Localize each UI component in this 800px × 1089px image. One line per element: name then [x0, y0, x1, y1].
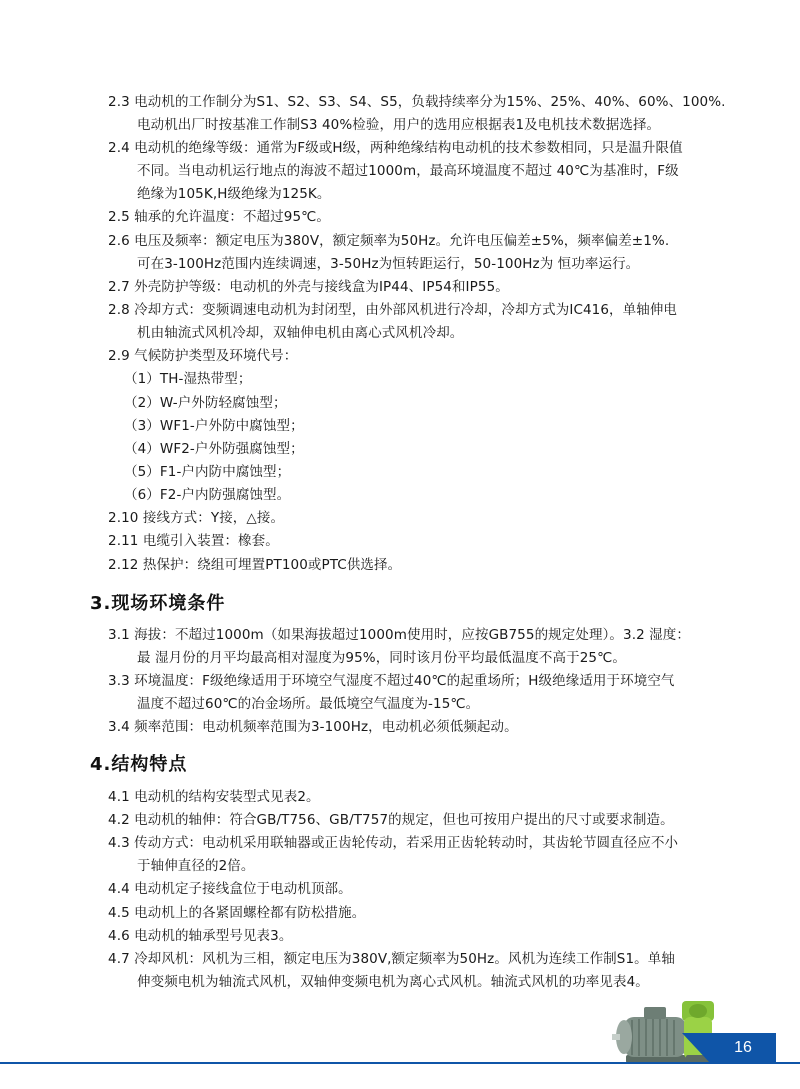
paragraph-line: 4.5 电动机上的各紧固螺栓都有防松措施。	[108, 905, 366, 921]
paragraph-line: 3.1 海拔：不超过1000m（如果海拔超过1000m使用时，应按GB755的规定处理）。3.2 湿度：	[108, 627, 690, 643]
paragraph-line: 温度不超过60℃的冶金场所。最低境空气温度为-15℃。	[137, 696, 480, 712]
paragraph-line: 2.10 接线方式：Y接，△接。	[108, 510, 285, 526]
motor-terminal-box	[644, 1007, 666, 1019]
paragraph-line: 2.3 电动机的工作制分为S1、S2、S3、S4、S5，负载持续率分为15%、25%、40%、60%、100%.	[108, 94, 726, 110]
paragraph-line: 2.4 电动机的绝缘等级：通常为F级或H级，两种绝缘结构电动机的技术参数相同，只是温升限值	[108, 140, 683, 156]
paragraph-line: 绝缘为105K,H级绝缘为125K。	[137, 186, 331, 202]
paragraph-line: 于轴伸直径的2倍。	[137, 858, 255, 874]
motor-fins	[632, 1019, 674, 1056]
paragraph-line: 可在3-100Hz范围内连续调速，3-50Hz为恒转距运行，50-100Hz为 恒功率运行。	[137, 256, 640, 272]
paragraph-line: 电动机出厂时按基准工作制S3 40%检验，用户的选用应根据表1及电机技术数据选择。	[137, 117, 661, 133]
paragraph-line: 最 湿月份的月平均最高相对湿度为95%，同时该月份平均最低温度不高于25℃。	[137, 650, 626, 666]
paragraph-line: 4.1 电动机的结构安装型式见表2。	[108, 789, 320, 805]
list-item: （2）W-户外防轻腐蚀型；	[124, 395, 287, 411]
paragraph-line: 不同。当电动机运行地点的海波不超过1000m，最高环境温度不超过 40℃为基准时，F级	[137, 163, 679, 179]
list-item: （6）F2-户内防强腐蚀型。	[124, 487, 291, 503]
paragraph-line: 2.7 外壳防护等级：电动机的外壳与接线盒为IP44、IP54和IP55。	[108, 279, 509, 295]
paragraph-line: 2.8 冷却方式：变频调速电动机为封闭型，由外部风机进行冷却，冷却方式为IC416，单轴伸电	[108, 302, 678, 318]
paragraph-line: 2.5 轴承的允许温度：不超过95℃。	[108, 209, 330, 225]
paragraph-line: 4.4 电动机定子接线盒位于电动机顶部。	[108, 881, 352, 897]
paragraph-line: 机由轴流式风机冷却，双轴伸电机由离心式风机冷却。	[137, 325, 464, 341]
paragraph-line: 4.3 传动方式：电动机采用联轴器或正齿轮传动，若采用正齿轮转动时，其齿轮节圆直径应不小	[108, 835, 679, 851]
paragraph-line: 3.3 环境温度：F级绝缘适用于环境空气湿度不超过40℃的起重场所；H级绝缘适用于环境空气	[108, 673, 675, 689]
paragraph-line: 2.11 电缆引入装置：橡套。	[108, 533, 279, 549]
list-item: （1）TH-湿热带型；	[124, 371, 252, 387]
paragraph-line: 4.7 冷却风机：风机为三相，额定电压为380V,额定频率为50Hz。风机为连续工作制S1。单轴	[108, 951, 675, 967]
section-heading: 3.现场环境条件	[90, 593, 226, 614]
paragraph-line: 2.9 气候防护类型及环境代号：	[108, 348, 298, 364]
list-item: （5）F1-户内防中腐蚀型；	[124, 464, 291, 480]
paragraph-line: 2.6 电压及频率：额定电压为380V，额定频率为50Hz。允许电压偏差±5%，频率偏差±1%.	[108, 233, 670, 249]
paragraph-line: 3.4 频率范围：电动机频率范围为3-100Hz，电动机必须低频起动。	[108, 719, 518, 735]
paragraph-line: 2.12 热保护：绕组可埋置PT100或PTC供选择。	[108, 557, 402, 573]
motor-shaft	[612, 1034, 620, 1040]
section-heading: 4.结构特点	[90, 754, 188, 775]
paragraph-line: 4.2 电动机的轴伸：符合GB/T756、GB/T757的规定，但也可按用户提出的尺寸或要求制造。	[108, 812, 674, 828]
fan-motor	[689, 1004, 707, 1018]
list-item: （4）WF2-户外防强腐蚀型；	[124, 441, 304, 457]
list-item: （3）WF1-户外防中腐蚀型；	[124, 418, 304, 434]
paragraph-line: 4.6 电动机的轴承型号见表3。	[108, 928, 293, 944]
paragraph-line: 伸变频电机为轴流式风机，双轴伸变频电机为离心式风机。轴流式风机的功率见表4。	[137, 974, 649, 990]
bottom-rule	[0, 1062, 800, 1064]
page-number: 16	[710, 1033, 776, 1063]
motor-body	[624, 1017, 686, 1057]
